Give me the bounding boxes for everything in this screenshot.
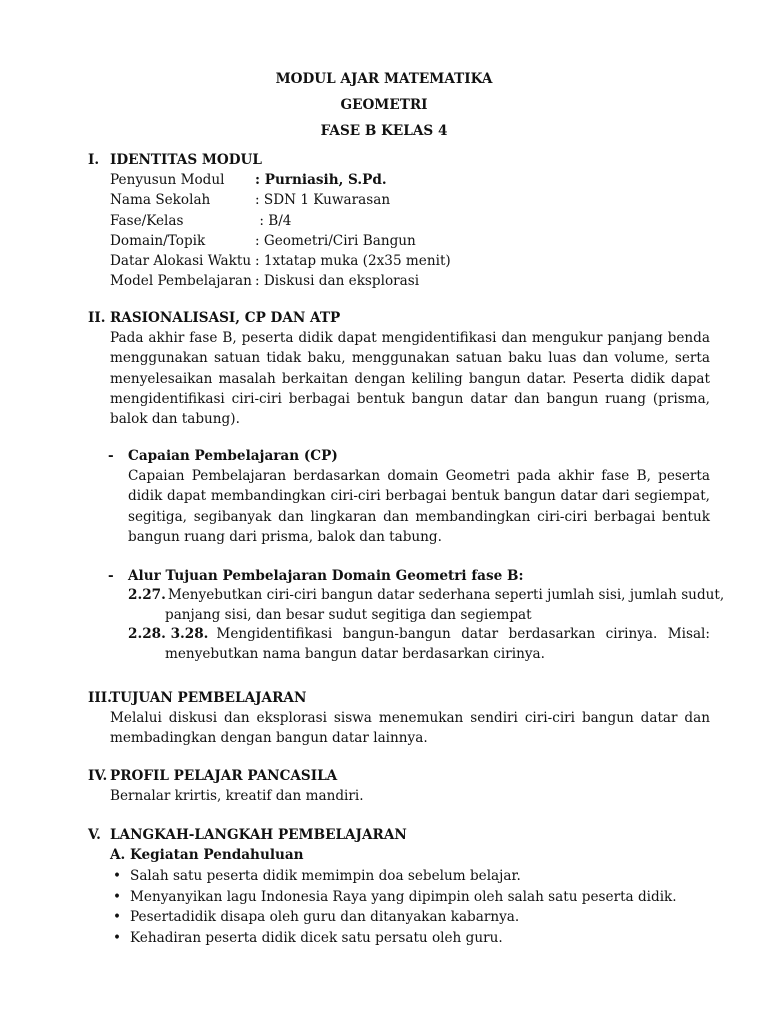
list-item-text: Kehadiran peserta didik dicek satu persatu oleh guru.	[130, 929, 503, 946]
section-rasionalisasi	[88, 308, 710, 429]
identity-label: Fase/Kelas	[110, 212, 184, 229]
list-item-text: Pesertadidik disapa oleh guru dan ditanyakan kabarnya.	[130, 909, 520, 925]
section-heading	[88, 308, 710, 328]
section-title: PROFIL PELAJAR PANCASILA	[110, 768, 338, 784]
atp-list	[108, 586, 725, 664]
section-heading	[88, 825, 710, 845]
identity-label: Penyusun Modul	[110, 172, 225, 188]
identity-row	[110, 170, 710, 190]
subsection-heading	[108, 446, 710, 466]
title-line-3: FASE B KELAS 4	[320, 123, 448, 139]
atp-text-continued: panjang sisi, dan besar sudut segitiga dan segiempat	[165, 606, 532, 623]
activity-list	[88, 866, 710, 948]
identity-label: Model Pembelajaran	[110, 273, 252, 290]
title-line-2: GEOMETRI	[340, 97, 428, 113]
subsection-paragraph: Capaian Pembelajaran berdasarkan domain Geometri pada akhir fase B, peserta didik dapat membandingkan ciri-ciri berbagai bentuk bangun datar dari segiempat, segitiga, segibanyak dan lingkaran dan membandingkan ciri-ciri berbagai bentuk bangun ruang dari prisma, balok dan tabung.	[128, 468, 710, 545]
list-item	[110, 887, 710, 908]
identity-value: : 1xtatap muka (2x35 menit)	[255, 253, 451, 270]
identity-table	[88, 170, 710, 292]
subsection-title: Alur Tujuan Pembelajaran Domain Geometri fase B:	[128, 568, 524, 584]
identity-row	[110, 251, 710, 271]
document-title-block	[0, 70, 768, 148]
section-paragraph: Melalui diskusi dan eksplorasi siswa menemukan sendiri ciri-ciri bangun datar dan membadingkan dengan bangun datar lainnya.	[110, 710, 710, 747]
atp-item	[128, 625, 710, 664]
bullet-icon: •	[113, 888, 122, 905]
subsection-title: Capaian Pembelajaran (CP)	[128, 448, 338, 464]
list-item	[110, 907, 710, 928]
subsection-title: A. Kegiatan Pendahuluan	[110, 847, 304, 863]
dash-marker: -	[108, 568, 114, 584]
section-title: TUJUAN PEMBELAJARAN	[110, 690, 307, 706]
dash-marker: -	[108, 448, 114, 464]
section-paragraph: Pada akhir fase B, peserta didik dapat mengidentifikasi dan mengukur panjang benda menggunakan satuan tidak baku, menggunakan satuan baku luas dan volume, serta menyelesaikan masalah berkaitan dengan keliling bangun datar. Peserta didik dapat mengidentifikasi ciri-ciri berbagai bentuk bangun datar dan bangun ruang (prisma, balok dan tabung).	[110, 330, 710, 428]
atp-item	[128, 586, 725, 625]
section-title: LANGKAH-LANGKAH PEMBELAJARAN	[110, 827, 407, 843]
section-paragraph: Bernalar krirtis, kreatif dan mandiri.	[110, 788, 364, 804]
identity-value: : SDN 1 Kuwarasan	[255, 192, 391, 209]
section-heading	[88, 150, 710, 170]
section-number: IV.	[88, 768, 108, 784]
subsection-heading	[108, 566, 710, 586]
section-number: I.	[88, 152, 100, 168]
section-number: V.	[88, 827, 101, 843]
identity-row	[110, 211, 710, 231]
identity-value: : Geometri/Ciri Bangun	[255, 232, 416, 249]
atp-text-continued: menyebutkan nama bangun datar berdasarkan cirinya.	[165, 645, 545, 662]
identity-row	[110, 190, 710, 210]
atp-code: 2.28. 3.28.	[128, 626, 209, 642]
identity-value: : B/4	[255, 212, 292, 229]
atp-text: Menyebutkan ciri-ciri bangun datar sederhana seperti jumlah sisi, jumlah sudut,	[167, 587, 725, 603]
section-langkah-pembelajaran	[88, 825, 710, 948]
identity-label: Nama Sekolah	[110, 192, 211, 209]
list-item-text: Menyanyikan lagu Indonesia Raya yang dipimpin oleh salah satu peserta didik.	[130, 888, 677, 905]
identity-value: : Diskusi dan eksplorasi	[255, 273, 420, 290]
section-title: RASIONALISASI, CP DAN ATP	[110, 310, 341, 326]
identity-value: : Purniasih, S.Pd.	[255, 172, 387, 188]
bullet-icon: •	[113, 868, 122, 884]
bullet-icon: •	[113, 929, 122, 946]
bullet-icon: •	[113, 909, 122, 925]
identity-row	[110, 271, 710, 291]
section-identitas-modul	[88, 150, 710, 292]
atp-code: 2.27.	[128, 587, 166, 603]
list-item	[110, 866, 710, 887]
identity-label: Domain/Topik	[110, 232, 206, 249]
section-title: IDENTITAS MODUL	[110, 152, 262, 168]
section-number: II.	[88, 310, 106, 326]
list-item-text: Salah satu peserta didik memimpin doa sebelum belajar.	[130, 868, 521, 884]
atp-text: Mengidentifikasi bangun-bangun datar berdasarkan cirinya. Misal:	[216, 626, 710, 642]
section-heading	[88, 766, 710, 786]
list-item	[110, 928, 710, 949]
section-number: III.	[88, 690, 112, 706]
section-heading	[88, 688, 710, 708]
subsection-capaian-pembelajaran	[108, 446, 710, 547]
section-tujuan-pembelajaran	[88, 688, 710, 749]
section-profil-pelajar-pancasila	[88, 766, 710, 806]
identity-label: Datar Alokasi Waktu	[110, 253, 252, 270]
title-line-1: MODUL AJAR MATEMATIKA	[275, 71, 493, 87]
identity-row	[110, 231, 710, 251]
subsection-alur-tujuan	[108, 566, 725, 664]
